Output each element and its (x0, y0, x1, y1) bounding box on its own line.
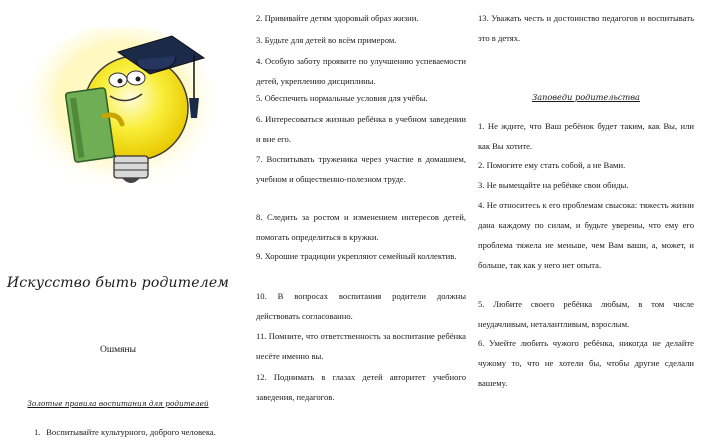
commandment-item: 4. Не относитесь к его проблемам свысока: тяжесть жизни дана каждому по силам, и будьте уверены, что ему его проблема тяжела не меньше, чем Вам ваши, а, может, и больше, так как у него нет опыта. (478, 200, 694, 270)
commandment-item: 1. Не ждите, что Ваш ребёнок будет таким, как Вы, или как Вы хотите. (478, 121, 694, 151)
middle-panel (236, 0, 472, 448)
commandment-item: 2. Помогите ему стать собой, а не Вами. (478, 160, 626, 170)
rule-item: 8. Следить за ростом и изменением интересов детей, помогать определиться в кружки. (256, 212, 466, 242)
rule-item: 13. Уважать честь и достоинство педагогов и воспитывать это в детях. (478, 13, 694, 43)
commandment-item: 5. Любите своего ребёнка любым, в том числе неудачливым, неталантливым, взрослым. (478, 299, 694, 329)
commandment-item: 3. Не вымещайте на ребёнке свои обиды. (478, 180, 629, 190)
rule-item: 4. Особую заботу проявите по улучшению успеваемости детей, укреплению дисциплины. (256, 56, 466, 86)
rule-item: 11. Помните, что ответственность за воспитание ребёнка несёте именно вы. (256, 331, 466, 361)
city-name: Ошмяны (99, 345, 137, 355)
rule-item: 7. Воспитывать труженика через участие в домашнем, учебном и общественно-полезном труде. (256, 154, 466, 184)
commandment-item: 6. Умейте любить чужого ребёнка, никогда не делайте чужому то, что не хотели бы, чтобы другие сделали вашему. (478, 338, 694, 388)
rule-item: 12. Поднимать в глазах детей авторитет учебного заведения, педагогов. (256, 372, 466, 402)
rule-number: 1. (34, 427, 41, 437)
left-panel (0, 0, 236, 448)
rule-item: 3. Будьте для детей во всём примером. (256, 35, 397, 45)
rule-text: Воспитывайте культурного, доброго человека. (46, 427, 216, 437)
rule-item (34, 427, 234, 437)
brochure-title: Искусство быть родителем (6, 275, 230, 291)
light-bulb-mascot-illustration (26, 28, 216, 198)
right-panel (472, 0, 702, 448)
rule-item: 10. В вопросах воспитания родители должны действовать согласованно. (256, 291, 466, 321)
rule-item: 9. Хорошие традиции укрепляют семейный коллектив. (256, 251, 457, 261)
rule-item: 5. Обеспечить нормальные условия для учёбы. (256, 93, 428, 103)
rule-item: 2. Прививайте детям здоровый образ жизни. (256, 13, 419, 23)
rule-item: 6. Интересоваться жизнью ребёнка в учебном заведении и вне его. (256, 114, 466, 144)
golden-rules-heading: Золотые правила воспитания для родителей (27, 399, 209, 408)
parenting-commandments-heading: Заповеди родительства (532, 92, 640, 102)
